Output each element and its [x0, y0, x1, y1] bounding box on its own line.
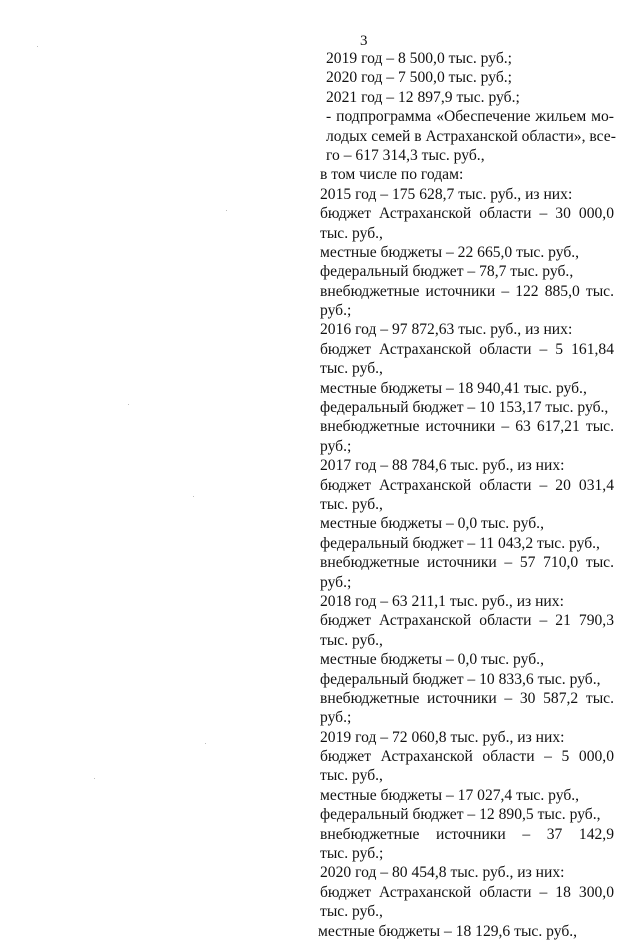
page-number: 3 — [360, 33, 368, 49]
text-line: бюджет Астраханской области – 5 161,84 — [320, 340, 614, 358]
text-line: 2019 год – 8 500,0 тыс. руб.; — [326, 50, 513, 67]
text-line: тыс. руб., — [320, 224, 383, 242]
text-line: 2018 год – 63 211,1 тыс. руб., из них: — [320, 592, 564, 610]
text-line: 2021 год – 12 897,9 тыс. руб.; — [326, 88, 520, 106]
text-line: в том числе по годам: — [320, 166, 464, 184]
text-line: местные бюджеты – 17 027,4 тыс. руб., — [320, 786, 580, 804]
text-line: внебюджетные источники – 37 142,9 — [320, 825, 614, 843]
text-line: федеральный бюджет – 11 043,2 тыс. руб., — [320, 534, 600, 552]
text-line: внебюджетные источники – 57 710,0 тыс. — [320, 554, 614, 572]
text-line: 2019 год – 72 060,8 тыс. руб., из них: — [320, 728, 565, 746]
text-line: тыс. руб.; — [320, 845, 384, 863]
text-line: 2017 год – 88 784,6 тыс. руб., из них: — [320, 457, 565, 475]
scan-speck — [193, 496, 194, 497]
text-line: - подпрограмма «Обеспечение жильем мо- — [326, 108, 614, 126]
text-line: федеральный бюджет – 12 890,5 тыс. руб., — [320, 806, 601, 824]
text-line: тыс. руб., — [320, 495, 383, 513]
text-line: бюджет Астраханской области – 30 000,0 — [320, 205, 614, 223]
text-line: местные бюджеты – 0,0 тыс. руб., — [320, 651, 544, 669]
text-line: бюджет Астраханской области – 21 790,3 — [320, 612, 614, 630]
text-line: лодых семей в Астраханской области», все- — [326, 127, 616, 145]
text-line: внебюджетные источники – 63 617,21 тыс. — [320, 418, 614, 436]
text-line: руб.; — [320, 709, 352, 727]
text-line: руб.; — [320, 302, 352, 320]
text-line: 2020 год – 7 500,0 тыс. руб.; — [326, 69, 513, 87]
scan-speck — [37, 46, 38, 47]
text-line: 2020 год – 80 454,8 тыс. руб., из них: — [320, 864, 565, 882]
text-line: го – 617 314,3 тыс. руб., — [326, 146, 485, 164]
text-line: федеральный бюджет – 10 153,17 тыс. руб., — [320, 399, 609, 417]
text-line: 2015 год – 175 628,7 тыс. руб., из них: — [320, 185, 573, 203]
text-line: тыс. руб., — [320, 903, 383, 921]
text-line: бюджет Астраханской области – 18 300,0 — [320, 883, 614, 901]
text-line: 2016 год – 97 872,63 тыс. руб., из них: — [320, 321, 573, 339]
text-line: бюджет Астраханской области – 5 000,0 — [320, 748, 614, 766]
text-line: тыс. руб., — [320, 631, 383, 649]
text-line: местные бюджеты – 18 940,41 тыс. руб., — [320, 379, 587, 397]
text-line: тыс. руб., — [320, 767, 383, 785]
text-line: местные бюджеты – 0,0 тыс. руб., — [320, 515, 544, 533]
text-line: руб.; — [320, 573, 352, 591]
document-text — [318, 49, 614, 941]
scan-speck — [226, 210, 227, 211]
text-line: внебюджетные источники – 30 587,2 тыс. — [320, 689, 614, 707]
text-line: местные бюджеты – 22 665,0 тыс. руб., — [320, 243, 580, 261]
text-line: бюджет Астраханской области – 20 031,4 — [320, 476, 614, 494]
text-line: федеральный бюджет – 10 833,6 тыс. руб., — [320, 670, 601, 688]
text-line: руб.; — [320, 437, 352, 455]
scan-speck — [205, 743, 206, 744]
text-line: тыс. руб., — [320, 360, 383, 378]
text-line: местные бюджеты – 18 129,6 тыс. руб., — [318, 922, 578, 940]
text-line: федеральный бюджет – 78,7 тыс. руб., — [320, 263, 574, 281]
scan-speck — [128, 404, 129, 405]
scan-speck — [94, 778, 95, 779]
text-line: внебюджетные источники – 122 885,0 тыс. — [320, 282, 614, 300]
